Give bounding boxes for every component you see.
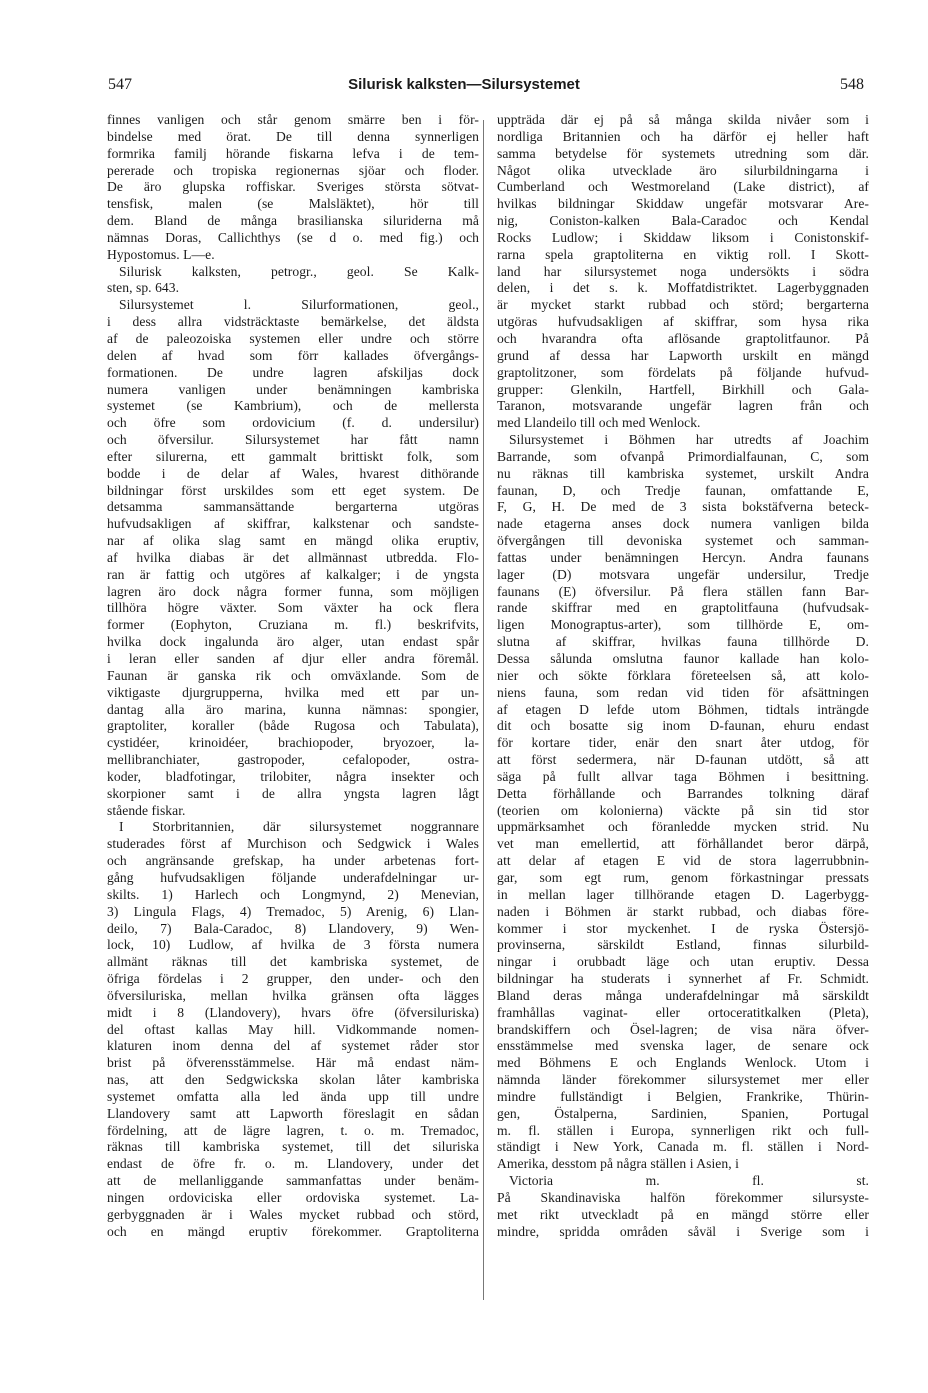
text-line: hvilkas bildningar Skiddaw ungefär motsvarar Are- [497, 196, 869, 212]
text-line: studerades först af Murchison och Sedgwick i Wales [107, 836, 479, 852]
text-line: delen, i det s. k. Moffatdistriktet. Lagerbyggnaden [497, 280, 869, 296]
text-line: stående fiskar. [107, 802, 186, 818]
text-line: deilo, 7) Bala-Caradoc, 8) Llandovery, 9) Wen- [107, 920, 479, 936]
text-line: mindre fullständigt i Belgien, Frankrike, Thürin- [497, 1088, 869, 1104]
text-line: nig, Coniston-kalken Bala-Caradoc och Kendal [497, 213, 869, 229]
text-line: former (Eophyton, Cruziana m. fl.) beskrifvits, [107, 617, 479, 633]
text-line: met rikt utveckladt på en mängd större eller [497, 1206, 869, 1222]
text-line: ensstämmelse med svenska lager, de senare ock [497, 1038, 869, 1054]
text-line: finnes vanligen och står genom smärre ben i för- [107, 112, 479, 127]
text-line: brist på öfverensstämmelse. Här må endast näm- [107, 1055, 479, 1071]
text-line: rande skiffrar med en graptolitfauna (hufvudsak- [497, 600, 869, 616]
text-line: bildningar först urskildes som ett eget system. De [107, 482, 479, 498]
text-line: nier och sökte förklara företeelsen så, att kolo- [497, 667, 869, 683]
text-line: ständigt i New York, Canada m. fl. ställen i Nord- [497, 1139, 869, 1155]
running-title: Silurisk kalksten—Silursystemet [348, 76, 580, 93]
text-line: skorpioner samt i de allra yngsta lagren lågt [107, 785, 479, 801]
text-line: bindelse med örat. De till denna synnerligen [107, 128, 479, 144]
text-line: nar af olika slag samt en mängd olika eruptiv, [107, 533, 479, 549]
text-line: kommer i stor myckenhet. I de ryska Östersjö- [497, 920, 869, 936]
text-line: graptolitzoner, som fördelats på följande hufvud- [497, 364, 869, 380]
text-line: hvilka dock ingalunda äro alger, utan endast spår [107, 634, 479, 650]
text-line: Faunan är ganska rik och omväxlande. Som de [107, 667, 479, 683]
text-line: allmänt räknas till det kambriska systemet, de [107, 954, 479, 970]
text-line: viktigaste djurgrupperna, hvilka med ett par un- [107, 684, 479, 700]
text-line: provinserna, särskildt Estland, finnas silurbild- [497, 937, 869, 953]
text-line: sten, sp. 643. [107, 280, 180, 296]
page-header [0, 76, 928, 98]
text-line: fördelning, att de lägre lagren, t. o. m. Tremadoc, [107, 1122, 479, 1138]
text-line: I Storbritannien, där silursystemet noggrannare [119, 819, 479, 835]
text-line: pererade och tropiska regionernas sjöar och floder. [107, 162, 479, 178]
text-line: af hvilka diabas är det allmännast utbredda. Flo- [107, 549, 479, 565]
text-line: med Böhmens E och Englands Wenlock. Utom i [497, 1055, 869, 1071]
text-line: mindre, spridda områden såväl i Sverige som i [497, 1223, 869, 1239]
text-line: in mellan lager tillhörande etagen D. Lagerbygg- [497, 886, 869, 902]
page-number-right: 548 [840, 76, 864, 93]
text-line: mellibranchiater, gastropoder, cefalopoder, ostra- [107, 752, 479, 768]
text-line: tillhöra högre växter. Som växter ha ock flera [107, 600, 479, 616]
text-line: af de paleozoiska systemen eller undre och större [107, 330, 479, 346]
text-line: nu räknas till kambriska systemet, urskilt Andra [497, 465, 869, 481]
text-line: lagren äro dock några former funna, som möjligen [107, 583, 479, 599]
text-line: På Skandinaviska halfön förekommer silursyste- [497, 1190, 869, 1205]
text-line: uppmärksamhet och föranledde mycken strid. Nu [497, 819, 869, 835]
text-line: nordliga Britannien och ha därför ej heller haft [497, 128, 869, 144]
text-line: faunans (E) öfversilur. På flera ställen fann Bar- [497, 583, 869, 599]
text-line: Rocks Ludlow; i Skiddaw liksom i Conistonskif- [497, 229, 869, 245]
text-line: detsamma sammansättande bergarterna utgöras [107, 499, 479, 515]
text-line: Detta förhållande och Barrandes tolkning däraf [497, 785, 869, 801]
text-line: Victoria m. fl. st. [509, 1173, 869, 1189]
text-line: ran är fattig och utgöres af kalkalger; i de yngsta [107, 566, 479, 582]
text-line: Amerika, desstom på några ställen i Asien, i [497, 1156, 739, 1172]
left-column [107, 112, 479, 1241]
text-line: hufvudsakligen af skiffrar, kalkstenar och sandste- [107, 516, 479, 532]
text-line: systemet omfatta alla led ända upp till undre [107, 1088, 479, 1104]
text-line: rarna spela graptoliterna en viktig roll. I Skott- [497, 246, 869, 262]
text-line: gång hufvudsakligen följande underafdelningar ur- [107, 869, 479, 885]
text-line: att delar af etagen E vid de stora lagerrubbnin- [497, 853, 869, 869]
text-line: och angränsande grefskap, ha under arbetenas fort- [107, 853, 479, 869]
text-line: lock, 10) Ludlow, af hvilka de 3 första numera [107, 937, 479, 953]
text-line: midt i 8 (Llandovery), hvars öfre (öfversiluriska) [107, 1004, 479, 1020]
text-line: naden i Böhmen är starkt rubbad, och diabas före- [497, 903, 869, 919]
text-line: niens fauna, som redan vid tiden för afsättningen [497, 684, 869, 700]
text-line: grupper: Glenkiln, Hartfell, Birkhill och Gala- [497, 381, 869, 397]
text-line: samma betydelse för systemets utredning som där. [497, 145, 869, 161]
text-line: bodde i de delar af Wales, hvarest dithörande [107, 465, 479, 481]
text-line: Cumberland och Westmoreland (Lake district), af [497, 179, 869, 195]
text-line: cystidéer, krinoidéer, brachiopoder, bryozoer, la- [107, 735, 479, 751]
text-line: graptoliter, koraller (både Rugosa och Tabulata), [107, 718, 479, 734]
text-line: fattas under benämningen Hercyn. Andra faunans [497, 549, 869, 565]
text-line: nämnda länder förekommer silursystemet mer eller [497, 1072, 869, 1088]
text-line: lager (D) motsvara ungefär undersilur, Tredje [497, 566, 869, 582]
text-line: med Llandeilo till och med Wenlock. [497, 415, 701, 431]
text-line: gerbyggnaden är i Wales mycket rubbad och störd, [107, 1206, 479, 1222]
text-line: Silursystemet l. Silurformationen, geol., [119, 297, 479, 313]
text-line: uppträda där ej på så många skilda nivåer som i [497, 112, 869, 127]
text-line: ningar i orubbadt läge och utan eruptiv. Dessa [497, 954, 869, 970]
text-line: Hypostomus. L—e. [107, 246, 215, 262]
text-line: och öfversilur. Silursystemet har fått namn [107, 432, 479, 448]
text-line: koder, bladfotingar, trilobiter, några insekter och [107, 768, 479, 784]
text-line: för kortare tider, enär den snart åter utdog, för [497, 735, 869, 751]
text-line: faunan, D, och Tredje faunan, omfattande E, [497, 482, 869, 498]
text-line: utgöras hufvudsakligen af skiffrar, som hysa rika [497, 314, 869, 330]
text-line: Llandovery samt att Lapworth föreslagit en sådan [107, 1105, 479, 1121]
text-line: nas, att den Sedgwickska skolan låter kambriska [107, 1072, 479, 1088]
text-line: är mycket starkt rubbad och störd; bergarterna [497, 297, 869, 313]
text-line: ningen ordoviciska eller ordoviska systemet. La- [107, 1190, 479, 1205]
text-line: Silurisk kalksten, petrogr., geol. Se Kalk- [119, 263, 479, 279]
text-line: klaturen inom denna del af systemet råder stor [107, 1038, 479, 1054]
text-line: tensfisk, malen (se Malsläktet), hör till [107, 196, 479, 212]
text-line: öfvergången till devoniska systemet och samman- [497, 533, 869, 549]
right-column [497, 112, 869, 1241]
text-line: efter silurerna, ett gammalt brittiskt folk, som [107, 448, 479, 464]
text-line: öfversiluriska, mellan hvilka gränsen ofta lägges [107, 987, 479, 1003]
text-line: Taranon, motsvarande ungefär lagren från och [497, 398, 869, 414]
text-line: del oftast kallas May hill. Vidkommande nomen- [107, 1021, 479, 1037]
text-line: öfriga fördelas i 2 grupper, den under- och den [107, 971, 479, 987]
text-line: och öfre som ordovicium (f. d. undersilur) [107, 415, 479, 431]
text-line: delen af hvad som förr kallades öfvergångs- [107, 347, 479, 363]
text-line: formationen. De undre lagren afskiljas dock [107, 364, 479, 380]
text-line: F, G, H. De med de 3 sista bokstäfverna beteck- [497, 499, 869, 515]
text-line: Bland deras många underafdelningar må särskildt [497, 987, 869, 1003]
text-line: Silursystemet i Böhmen har utredts af Joachim [509, 432, 869, 448]
text-line: formrika familj hörande fiskarna lefva i de tem- [107, 145, 479, 161]
text-line: land har silursystemet noga undersökts i södra [497, 263, 869, 279]
text-line: och hvarandra ofta aflösande graptolitfaunor. På [497, 330, 869, 346]
text-line: af etagen D lefde utom Böhmen, tidtals inträngde [497, 701, 869, 717]
text-line: brandskiffern och Ösel-lagren; de visa nära öfver- [497, 1021, 869, 1037]
text-line: systemet (se Kambrium), och de mellersta [107, 398, 479, 414]
text-line: bildningar ha studerats i synnerhet af Fr. Schmidt. [497, 971, 869, 987]
text-line: De äro glupska roffiskar. Sveriges största sötvat- [107, 179, 479, 195]
text-line: Något olika utvecklade äro silurbildningarna i [497, 162, 869, 178]
text-line: gar, som egt rum, genom förkastningar pressats [497, 869, 869, 885]
text-line: dantag alla äro marina, kunna nämnas: spongier, [107, 701, 479, 717]
text-line: i leran eller sanden af djur eller andra föremål. [107, 651, 479, 666]
text-line: ligen Monograptus-arter), som tillhörde E, om- [497, 617, 869, 633]
text-line: vet man emellertid, att förhållandet beror därpå, [497, 836, 869, 852]
text-line: m. fl. ställen i Europa, synnerligen rikt och full- [497, 1122, 869, 1138]
text-line: räknas till kambriska systemet, till det siluriska [107, 1139, 479, 1155]
text-line: gen, Östalperna, Sardinien, Spanien, Portugal [497, 1105, 869, 1121]
text-line: säga på fullt allvar taga Böhmen i besittning. [497, 768, 869, 784]
text-line: i dess allra vidsträcktaste bemärkelse, det äldsta [107, 314, 479, 330]
text-line: skilts. 1) Harlech och Longmynd, 2) Menevian, [107, 886, 479, 902]
text-line: 3) Lingula Flags, 4) Tremadoc, 5) Arenig, 6) Llan- [107, 903, 479, 919]
text-line: nade etagerna anses dock numera vanligen bilda [497, 516, 869, 532]
text-line: dit och bosatte sig inom D-faunan, ehuru endast [497, 718, 869, 734]
text-line: grund af dessa har Lapworth urskilt en mängd [497, 347, 869, 363]
text-line: framhållas vaginat- eller ortoceratitkalken (Pleta), [497, 1004, 869, 1020]
text-line: slutna af skiffrar, hvilkas fauna tillhörde D. [497, 634, 869, 650]
text-line: att först sedermera, när D-faunan utdött, så att [497, 752, 869, 768]
text-line: (teorien om kolonierna) väckte på sin tid stor [497, 802, 869, 818]
text-line: nämnas Doras, Callichthys (se d o. med fig.) och [107, 229, 479, 245]
text-line: endast de öfre fr. o. m. Llandovery, under det [107, 1156, 479, 1172]
text-line: och en mängd eruptiv förekommer. Graptoliterna [107, 1223, 479, 1239]
text-line: Barrande, som ofvanpå Primordialfaunan, C, som [497, 448, 869, 464]
text-line: dem. Bland de många brasilianska siluriderna må [107, 213, 479, 229]
text-line: numera vanligen under benämningen kambriska [107, 381, 479, 397]
column-divider [483, 120, 484, 1300]
page-number-left: 547 [108, 76, 132, 93]
text-line: Dessa sålunda omslutna faunor kallade han kolo- [497, 651, 869, 666]
text-line: att de mellanliggande sammanfattas under benäm- [107, 1173, 479, 1189]
